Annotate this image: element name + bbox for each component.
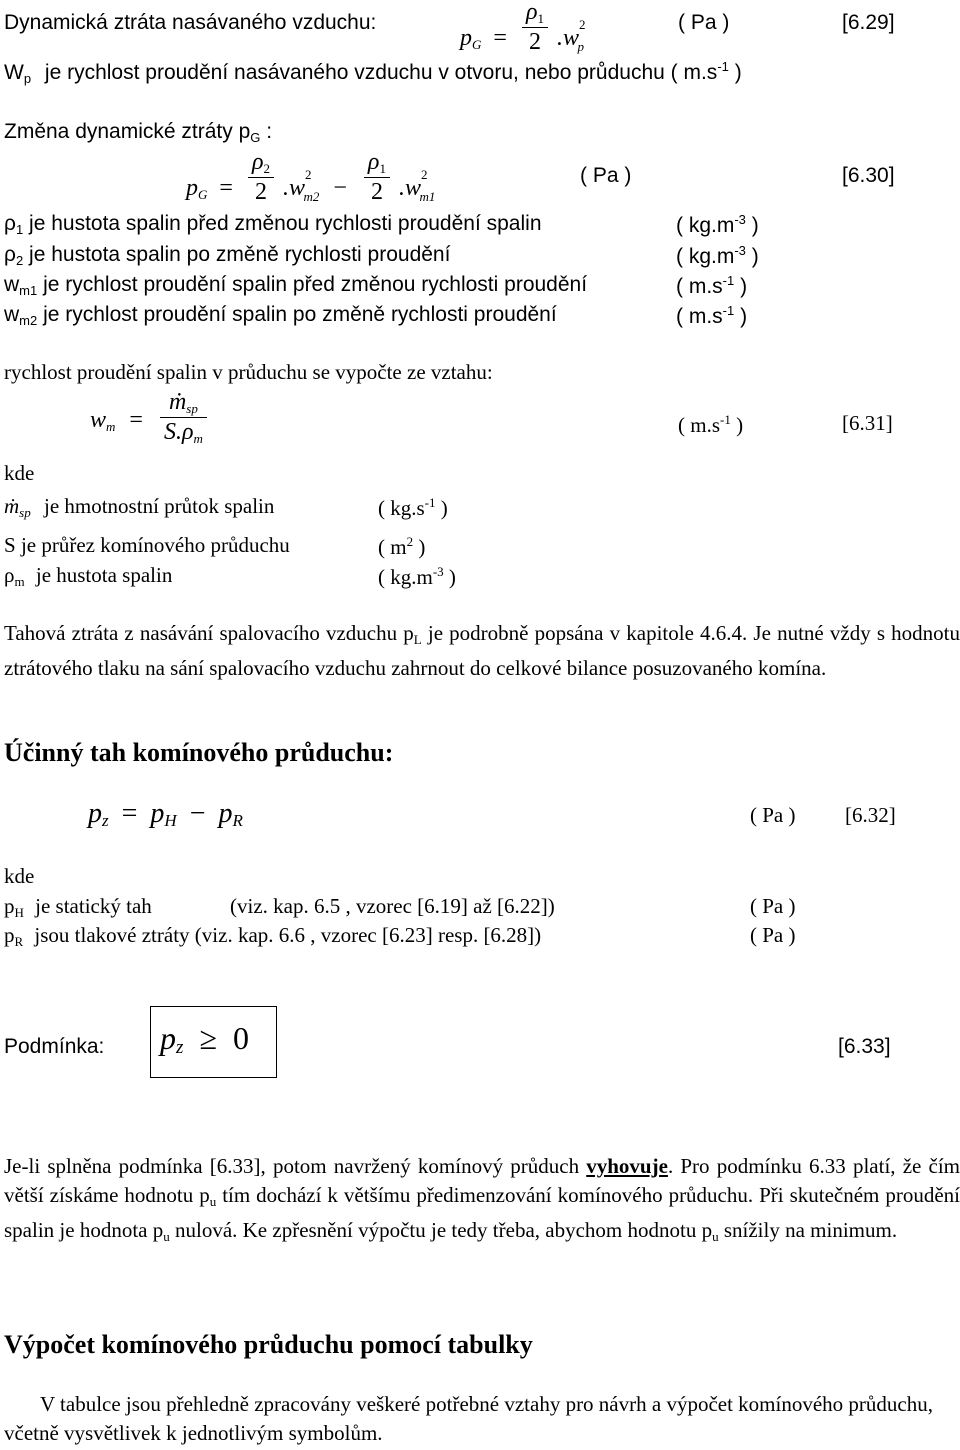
def631-row: [4, 565, 172, 588]
def-symbol-sub: H: [14, 905, 24, 920]
def-text: je rychlost proudění spalin po změně rychlosti proudění: [43, 303, 557, 326]
eq629-ref: [6.29]: [842, 11, 895, 34]
eq630-rho2: ρ: [251, 149, 264, 175]
eq630-frac2: [364, 150, 390, 204]
eq631-lhs: w: [90, 407, 107, 434]
result-para-sub3: u: [712, 1229, 719, 1244]
eq632-s3: R: [232, 811, 243, 830]
eq630-frac1: [248, 150, 274, 204]
eq629-den: 2: [528, 29, 541, 55]
result-para-sub1: u: [209, 1194, 217, 1209]
eq630-eq: =: [219, 174, 233, 201]
eq630-w2: .w: [398, 174, 421, 201]
eq629-title: Dynamická ztráta nasávaného vzduchu:: [4, 11, 377, 34]
eq630-w1: .w: [282, 174, 305, 201]
eq630-rho1: ρ: [367, 149, 380, 175]
def-symbol: w: [4, 273, 20, 296]
def632-row: [4, 896, 152, 919]
draft-para-b: je podrobně popsána v kapitole 4.6.4. Je nutné vždy s hodnotu ztrátového tlaku na sání spalovacího vzduchu zahrnout do celkové bilance posuzovaného komína.: [4, 621, 960, 680]
eq632-ref: [6.32]: [845, 803, 896, 827]
eq631-eq: =: [129, 407, 143, 434]
result-para-a: Je-li splněna podmínka [6.33], potom navržený komínový průduch: [4, 1154, 587, 1178]
def630-unit: [676, 244, 759, 267]
def-unit-exp: -1: [722, 273, 735, 288]
eq629-formula: [460, 0, 584, 54]
eq630-w2-sup: 2: [420, 166, 428, 182]
def-symbol: ṁ: [4, 494, 20, 518]
heading-effective-draft: Účinný tah komínového průduchu:: [4, 738, 394, 767]
def630-row: [4, 274, 587, 297]
def-unit: ( kg.m: [378, 565, 433, 589]
eq629-w-sup: 2: [578, 16, 586, 32]
def-symbol: w: [4, 303, 20, 326]
wp-exp: -1: [717, 59, 729, 74]
change-title-text: Změna dynamické ztráty p: [4, 120, 251, 143]
def-unit: ( m.s: [676, 305, 723, 328]
result-paragraph: [4, 1152, 960, 1251]
velocity-intro: rychlost proudění spalin v průduchu se vypočte ze vztahu:: [4, 360, 493, 384]
eq632-p1: p: [88, 798, 102, 829]
def-unit-tail: ): [751, 245, 759, 268]
wp-symbol-sub: p: [23, 71, 32, 86]
def631-unit: [378, 565, 456, 588]
def-text: je rychlost proudění spalin před změnou rychlosti proudění: [43, 273, 588, 296]
eq631-unit-exp: -1: [720, 412, 731, 427]
def-text: jsou tlakové ztráty (viz. kap. 6.6 , vzorec [6.23] resp. [6.28]): [34, 923, 542, 947]
def-text: je průřez komínového průduchu: [20, 533, 290, 557]
eq629-lhs: p: [460, 24, 472, 51]
def-symbol: ρ: [4, 243, 16, 266]
heading-table-calc: Výpočet komínového průduchu pomocí tabulky: [4, 1330, 533, 1359]
def-text: je hustota spalin před změnou rychlosti proudění spalin: [29, 212, 542, 235]
def-symbol-sub: R: [14, 934, 24, 949]
condition-zero: 0: [232, 1020, 249, 1056]
def-unit-exp: -3: [432, 564, 444, 579]
eq629-unit: ( Pa ): [678, 11, 730, 34]
result-para-sub2: u: [163, 1229, 170, 1244]
def-unit-tail: ): [418, 535, 426, 559]
eq631-den-sub: m: [193, 431, 203, 446]
def-symbol-sub: 1: [15, 222, 24, 237]
def-symbol-sub: m2: [19, 313, 38, 328]
eq629-w: .w: [556, 24, 579, 51]
def-symbol-sub: 2: [15, 253, 24, 268]
kde-label: kde: [4, 864, 35, 888]
def630-row: [4, 304, 557, 327]
eq630-minus: −: [333, 174, 347, 201]
change-title-sub: G: [250, 130, 261, 145]
eq631-den: S.ρ: [163, 419, 194, 445]
def-text: je hustota spalin: [35, 563, 173, 587]
condition-ref: [6.33]: [838, 1035, 891, 1058]
eq630-lhs-sub: G: [198, 186, 208, 202]
def-unit-exp: -3: [734, 243, 746, 258]
def-unit: ( m: [378, 535, 407, 559]
def-unit-tail: ): [448, 565, 456, 589]
def-unit-tail: ): [740, 275, 748, 298]
eq629-eq: =: [493, 24, 507, 51]
def-text: je hmotnostní průtok spalin: [43, 494, 275, 518]
eq629-fraction: [522, 0, 548, 54]
change-title: [4, 121, 272, 144]
def-unit-exp: -3: [734, 212, 746, 227]
result-para-b: . Pro podmínku 6.33 platí, že čím větší získáme hodnotu p: [4, 1154, 960, 1207]
wp-text: je rychlost proudění nasávaného vzduchu v otvoru, nebo průduchu ( m.s: [44, 61, 718, 84]
def-unit-tail: ): [740, 305, 748, 328]
condition-ge: ≥: [199, 1020, 217, 1056]
condition-sub: z: [176, 1037, 184, 1058]
def-symbol-sub: m: [14, 574, 25, 589]
eq630-rho2-sub: 2: [263, 161, 270, 176]
last-paragraph: V tabulce jsou přehledně zpracovány veškeré potřebné vztahy pro návrh a výpočet komínového průduchu, včetně vysvětlivek k jednotlivým symbolům.: [4, 1392, 933, 1445]
eq630-den1: 2: [254, 179, 267, 205]
eq630-lhs: p: [186, 174, 198, 201]
def-symbol: S: [4, 533, 16, 557]
def630-unit: [676, 213, 759, 236]
def632-unit: ( Pa ): [750, 923, 796, 947]
def-unit-exp: 2: [406, 534, 414, 549]
def-symbol: ρ: [4, 212, 16, 235]
def-unit-exp: -1: [424, 495, 436, 510]
eq632-p3: p: [218, 798, 233, 829]
def631-unit: [378, 496, 448, 519]
eq630-unit: ( Pa ): [580, 164, 632, 187]
def-text: je hustota spalin po změně rychlosti proudění: [29, 243, 451, 266]
condition-formula: [160, 1022, 249, 1057]
draft-paragraph: [4, 619, 960, 683]
def630-unit: [676, 274, 747, 297]
eq631-unit-text: ( m.s: [678, 413, 720, 437]
eq629-lhs-sub: G: [472, 36, 482, 52]
eq629-num: ρ: [525, 0, 538, 25]
def-unit-exp: -1: [722, 303, 735, 318]
def630-unit: [676, 304, 747, 327]
def-text: je statický tah: [35, 894, 152, 918]
eq629-num-sub: 1: [537, 11, 544, 26]
def-unit-tail: ): [751, 214, 759, 237]
eq632-minus: −: [189, 798, 206, 829]
def630-row: [4, 213, 542, 236]
def632-unit: ( Pa ): [750, 894, 796, 918]
def-unit: ( kg.s: [378, 496, 425, 520]
def632-ref: (viz. kap. 6.5 , vzorec [6.19] až [6.22]): [230, 894, 555, 918]
result-para-bold: vyhovuje: [586, 1154, 668, 1178]
def-unit-tail: ): [440, 496, 448, 520]
def-symbol-sub: m1: [19, 283, 38, 298]
def-unit: ( kg.m: [676, 245, 735, 268]
eq630-w2-sub: m1: [419, 188, 436, 204]
eq631-lhs-sub: m: [106, 419, 116, 435]
eq631-fraction: [160, 390, 207, 445]
eq630-rho1-sub: 1: [379, 161, 386, 176]
eq632-p2: p: [150, 798, 165, 829]
eq631-unit-tail: ): [736, 413, 744, 437]
condition-label: Podmínka:: [4, 1035, 105, 1058]
eq630-w1-sup: 2: [304, 166, 312, 182]
eq631-unit: [678, 413, 743, 436]
result-para-e: snížily na minimum.: [718, 1218, 898, 1242]
eq632-eq: =: [121, 798, 138, 829]
def-unit: ( kg.m: [676, 214, 735, 237]
eq630-ref: [6.30]: [842, 164, 895, 187]
def631-row: [4, 496, 274, 519]
wp-tail: ): [734, 61, 742, 84]
draft-para-sub: L: [413, 632, 422, 647]
def630-row: [4, 244, 450, 267]
eq631-ref: [6.31]: [842, 411, 893, 435]
def-symbol: p: [4, 923, 15, 947]
eq631-formula: [90, 390, 210, 445]
eq632-unit: ( Pa ): [750, 803, 796, 827]
def632-row: [4, 925, 541, 948]
condition-p: p: [160, 1020, 176, 1056]
eq632-s2: H: [164, 811, 177, 830]
wp-definition: [4, 60, 742, 85]
eq631-num: ṁ: [168, 389, 187, 415]
eq631-num-sub: sp: [186, 401, 198, 416]
eq630-den2: 2: [370, 179, 383, 205]
eq632-formula: [88, 800, 243, 829]
def-symbol: p: [4, 894, 15, 918]
result-para-c: tím dochází k většímu předimenzování komínového průduchu. Při skutečném proudění spalin je hodnota p: [4, 1183, 960, 1242]
def-symbol-sub: sp: [19, 505, 31, 520]
def631-row: [4, 535, 290, 556]
def-symbol: ρ: [4, 563, 15, 587]
def-unit: ( m.s: [676, 275, 723, 298]
eq629-w-sub: p: [577, 38, 584, 54]
change-title-tail: :: [266, 120, 273, 143]
eq630-w1-sub: m2: [303, 188, 320, 204]
eq630-formula: [186, 150, 435, 204]
result-para-d: nulová. Ke zpřesnění výpočtu je tedy třeba, abychom hodnotu p: [169, 1218, 713, 1242]
wp-symbol: W: [4, 61, 24, 84]
def631-unit: [378, 535, 425, 558]
draft-para-a: Tahová ztráta z nasávání spalovacího vzduchu p: [4, 621, 414, 645]
kde-label: kde: [4, 461, 35, 485]
eq632-s1: z: [102, 811, 109, 830]
